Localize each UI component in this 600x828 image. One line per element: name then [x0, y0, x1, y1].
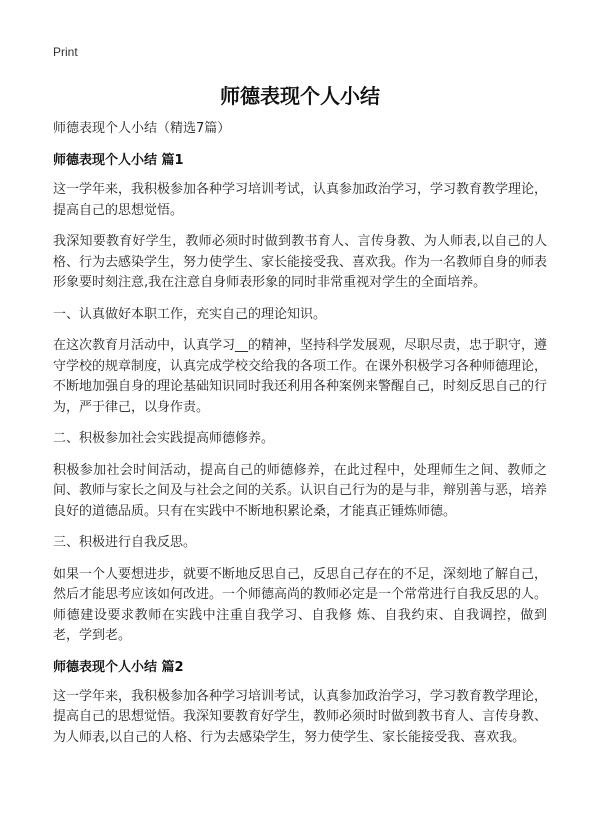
- section-2: [53, 658, 547, 749]
- paragraph: 在这次教育月活动中，认真学习__的精神，坚持科学发展观，尽职尽责，忠于职守，遵守学校的规章制度，认真完成学校交给我的各项工作。在课外积极学习各种师德理论，不断地加强自身的理论基础知识同时我还利用各种案例来警醒自己，时刻反思自己的行为，严于律己，以身作责。: [53, 338, 548, 415]
- paragraph: 三、积极进行自我反思。: [53, 535, 197, 550]
- section-heading: 师德表现个人小结 篇2: [53, 659, 184, 675]
- section-heading: 师德表现个人小结 篇1: [53, 153, 184, 168]
- document-title: 师德表现个人小结: [220, 84, 380, 108]
- print-link[interactable]: Print: [53, 45, 78, 59]
- paragraph: 一、认真做好本职工作，充实自己的理论知识。: [53, 306, 327, 322]
- document-subtitle: 师德表现个人小结（精选7篇）: [53, 121, 231, 136]
- document-body: [53, 119, 547, 759]
- paragraph: 二、积极参加社会实践提高师德修养。: [53, 431, 275, 446]
- paragraph: 积极参加社会时间活动，提高自己的师德修养，在此过程中，处理师生之间、教师之间、教师与家长之间及与社会之间的关系。认识自己行为的是与非，辩别善与恶，培养良好的道德品质。只有在实践中不断地积累论桑，才能真正锺炼师德。: [53, 462, 548, 519]
- paragraph: 如果一个人要想进步，就要不断地反思自己，反思自己存在的不足，深刻地了解自己，然后才能思考应该如何改进。一个师德高尚的教师必定是一个常常进行自我反思的人。师德建设要求教师在实践中注重自我学习、自我修 炼、自我约束、自我调控，做到老，学到老。: [53, 566, 548, 643]
- paragraph: 我深知要教育好学生，教师必须时时做到教书育人、言传身教、为人师表,以自己的人格、行为去感染学生，努力使学生、家长能接受我、喜欢我。作为一名教师自身的师表形象要时刻注意,我在注意自身师表形象的同时非常重视对学生的全面培养。: [53, 234, 548, 290]
- paragraph: 这一学年来，我积极参加各种学习培训考试，认真参加政治学习，学习教育教学理论，提高自己的思想觉悟。: [53, 182, 548, 218]
- section-1: [53, 151, 547, 647]
- paragraph: 这一学年来，我积极参加各种学习培训考试，认真参加政治学习，学习教育教学理论，提高自己的思想觉悟。我深知要教育好学生，教师必须时时做到教书育人、言传身教、为人师表,以自己的人格、行为去感染学生，努力使学生、家长能接受我、喜欢我。: [53, 688, 548, 745]
